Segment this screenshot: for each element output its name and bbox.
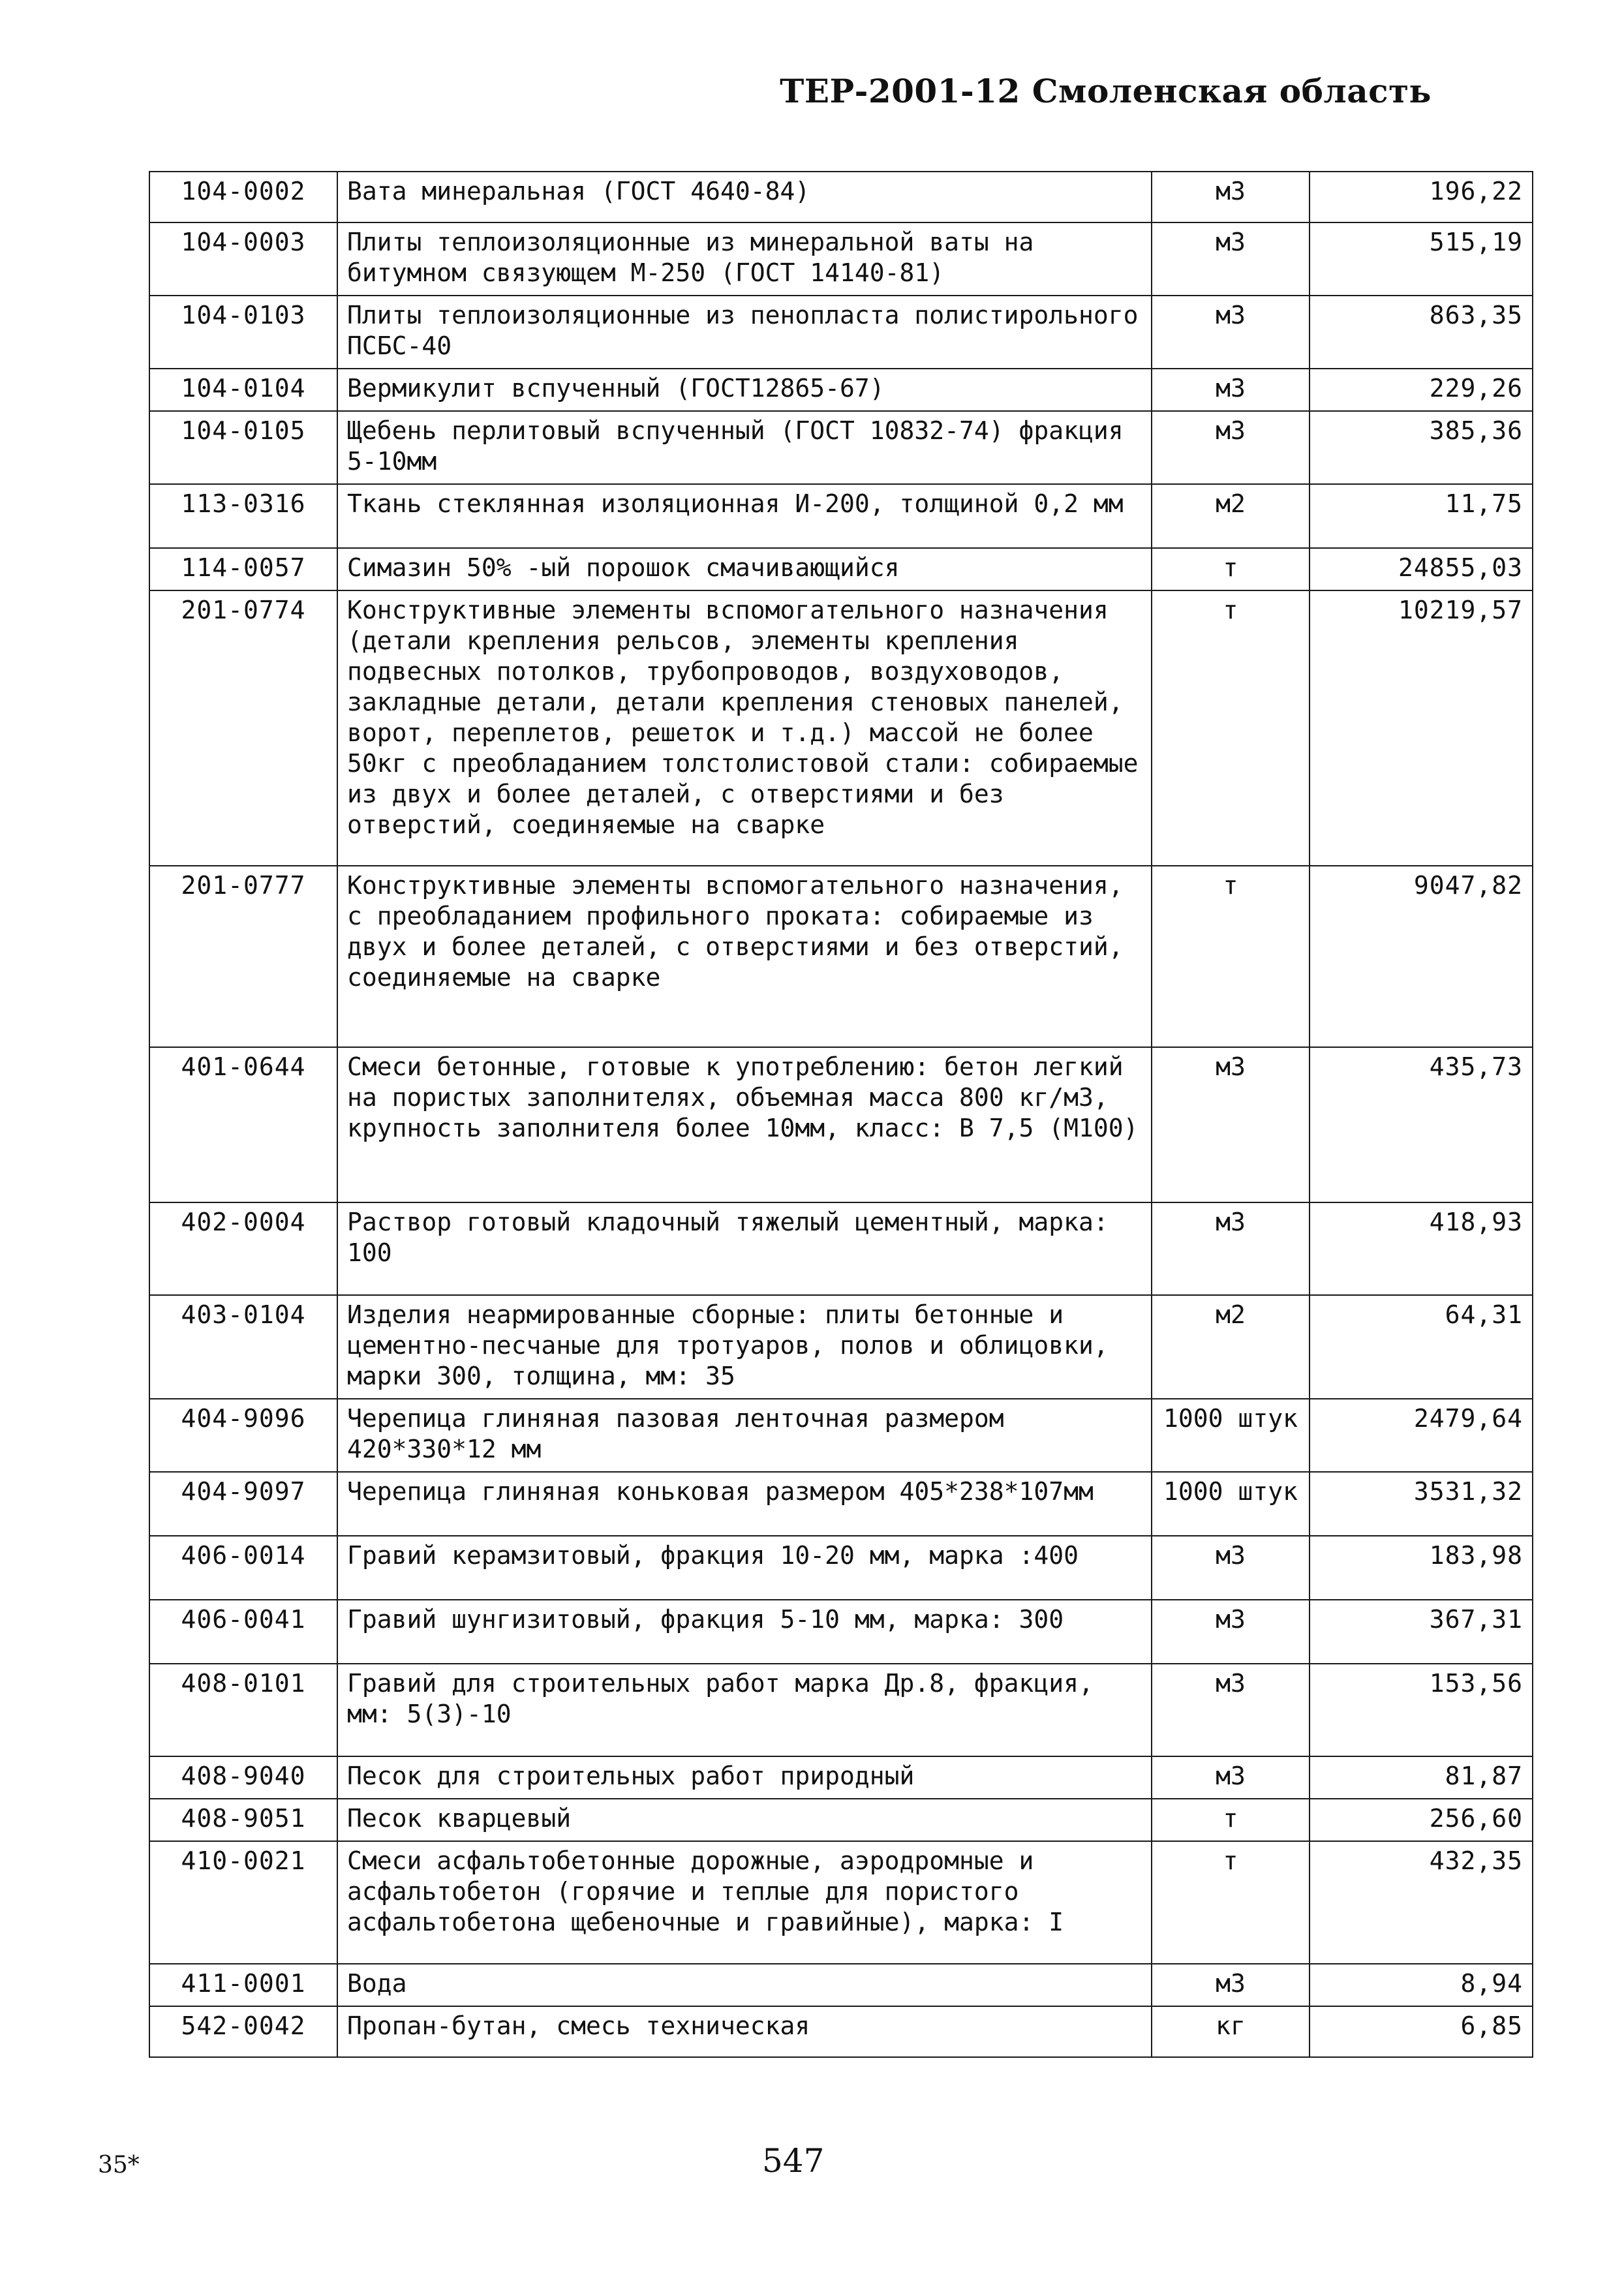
resource-unit: м3 [1152,1536,1310,1600]
resource-unit: м3 [1152,369,1310,411]
resource-name: Раствор готовый кладочный тяжелый цементный, марка: 100 [337,1202,1152,1295]
resource-code: 113-0316 [149,484,337,548]
table-row [149,1799,1533,1841]
resource-price: 3531,32 [1310,1472,1533,1536]
resource-unit: м3 [1152,1202,1310,1295]
resource-code: 104-0103 [149,296,337,369]
resource-code: 404-9097 [149,1472,337,1536]
resource-code: 408-9040 [149,1756,337,1799]
resource-code: 104-0002 [149,172,337,222]
resource-name: Гравий керамзитовый, фракция 10-20 мм, марка :400 [337,1536,1152,1600]
resource-unit: т [1152,1799,1310,1841]
resource-code: 104-0104 [149,369,337,411]
resource-unit: м3 [1152,222,1310,296]
page-number: 547 [762,2142,825,2180]
resource-price: 435,73 [1310,1047,1533,1202]
resource-name: Изделия неармированные сборные: плиты бетонные и цементно-песчаные для тротуаров, полов и облицовки, марки 300, толщина, мм: 35 [337,1295,1152,1399]
table-row [149,1600,1533,1664]
resource-unit: м3 [1152,1664,1310,1756]
resource-code: 201-0774 [149,590,337,866]
table-row [149,222,1533,296]
resource-name: Ткань стеклянная изоляционная И-200, толщиной 0,2 мм [337,484,1152,548]
resource-price: 81,87 [1310,1756,1533,1799]
resource-unit: т [1152,590,1310,866]
table-row [149,1295,1533,1399]
resource-unit: 1000 штук [1152,1472,1310,1536]
resource-name: Черепица глиняная пазовая ленточная размером 420*330*12 мм [337,1399,1152,1472]
resource-code: 403-0104 [149,1295,337,1399]
resource-code: 542-0042 [149,2006,337,2057]
resource-unit: т [1152,548,1310,590]
resource-name: Смеси асфальтобетонные дорожные, аэродромные и асфальтобетон (горячие и теплые для пористого асфальтобетона щебеночные и гравийные), марка: I [337,1841,1152,1964]
resource-code: 411-0001 [149,1964,337,2006]
resource-price: 24855,03 [1310,548,1533,590]
table-row [149,296,1533,369]
resource-name: Песок для строительных работ природный [337,1756,1152,1799]
table-row [149,484,1533,548]
table-row [149,411,1533,484]
table-row [149,369,1533,411]
price-table [149,171,1533,2058]
resource-price: 183,98 [1310,1536,1533,1600]
resource-price: 385,36 [1310,411,1533,484]
page-title: ТЕР-2001-12 Смоленская область [780,72,1432,110]
resource-code: 104-0105 [149,411,337,484]
table-row [149,1399,1533,1472]
resource-price: 6,85 [1310,2006,1533,2057]
resource-unit: м3 [1152,1964,1310,2006]
resource-price: 229,26 [1310,369,1533,411]
resource-price: 863,35 [1310,296,1533,369]
footer-mark: 35* [98,2152,140,2178]
table-row [149,866,1533,1047]
resource-name: Вата минеральная (ГОСТ 4640-84) [337,172,1152,222]
resource-price: 256,60 [1310,1799,1533,1841]
resource-code: 408-9051 [149,1799,337,1841]
resource-code: 404-9096 [149,1399,337,1472]
resource-unit: м2 [1152,484,1310,548]
resource-name: Конструктивные элементы вспомогательного назначения (детали крепления рельсов, элементы крепления подвесных потолков, трубопроводов, воздуховодов, закладные детали, детали крепления стеновых панелей, ворот, переплетов, решеток и т.д.) массой не более 50кг с преобладанием толстолистовой стали: собираемые из двух и более деталей, с отверстиями и без отверстий, соединяемые на сварке [337,590,1152,866]
resource-name: Песок кварцевый [337,1799,1152,1841]
table-row [149,1472,1533,1536]
resource-price: 153,56 [1310,1664,1533,1756]
resource-unit: м3 [1152,1756,1310,1799]
resource-price: 11,75 [1310,484,1533,548]
resource-price: 64,31 [1310,1295,1533,1399]
resource-price: 367,31 [1310,1600,1533,1664]
resource-code: 406-0014 [149,1536,337,1600]
resource-code: 401-0644 [149,1047,337,1202]
resource-unit: кг [1152,2006,1310,2057]
resource-price: 9047,82 [1310,866,1533,1047]
table-row [149,1047,1533,1202]
resource-price: 2479,64 [1310,1399,1533,1472]
resource-name: Гравий для строительных работ марка Др.8, фракция, мм: 5(3)-10 [337,1664,1152,1756]
resource-code: 114-0057 [149,548,337,590]
resource-name: Гравий шунгизитовый, фракция 5-10 мм, марка: 300 [337,1600,1152,1664]
table-row [149,1841,1533,1964]
resource-price: 515,19 [1310,222,1533,296]
resource-code: 408-0101 [149,1664,337,1756]
table-row [149,1664,1533,1756]
resource-name: Смеси бетонные, готовые к употреблению: бетон легкий на пористых заполнителях, объемная масса 800 кг/м3, крупность заполнителя более 10мм, класс: В 7,5 (М100) [337,1047,1152,1202]
table-row [149,172,1533,222]
resource-code: 201-0777 [149,866,337,1047]
resource-price: 10219,57 [1310,590,1533,866]
resource-name: Пропан-бутан, смесь техническая [337,2006,1152,2057]
resource-unit: м3 [1152,1600,1310,1664]
resource-name: Щебень перлитовый вспученный (ГОСТ 10832-74) фракция 5-10мм [337,411,1152,484]
table-row [149,1756,1533,1799]
resource-price: 196,22 [1310,172,1533,222]
resource-price: 8,94 [1310,1964,1533,2006]
table-row [149,590,1533,866]
resource-name: Конструктивные элементы вспомогательного назначения, с преобладанием профильного проката: собираемые из двух и более деталей, с отверстиями и без отверстий, соединяемые на сварке [337,866,1152,1047]
resource-unit: т [1152,1841,1310,1964]
resource-name: Вода [337,1964,1152,2006]
table-row [149,548,1533,590]
resource-price: 432,35 [1310,1841,1533,1964]
resource-code: 402-0004 [149,1202,337,1295]
table-row [149,1536,1533,1600]
resource-code: 104-0003 [149,222,337,296]
resource-price: 418,93 [1310,1202,1533,1295]
table-row [149,1964,1533,2006]
resource-unit: м3 [1152,1047,1310,1202]
resource-code: 406-0041 [149,1600,337,1664]
resource-unit: т [1152,866,1310,1047]
resource-name: Черепица глиняная коньковая размером 405*238*107мм [337,1472,1152,1536]
resource-name: Плиты теплоизоляционные из пенопласта полистирольного ПСБС-40 [337,296,1152,369]
resource-name: Симазин 50% -ый порошок смачивающийся [337,548,1152,590]
resource-unit: м3 [1152,411,1310,484]
table-row [149,1202,1533,1295]
table-row [149,2006,1533,2057]
resource-name: Плиты теплоизоляционные из минеральной ваты на битумном связующем М-250 (ГОСТ 14140-81) [337,222,1152,296]
resource-unit: 1000 штук [1152,1399,1310,1472]
resource-unit: м3 [1152,296,1310,369]
resource-unit: м3 [1152,172,1310,222]
resource-code: 410-0021 [149,1841,337,1964]
resource-name: Вермикулит вспученный (ГОСТ12865-67) [337,369,1152,411]
table-body [149,172,1533,2057]
resource-unit: м2 [1152,1295,1310,1399]
